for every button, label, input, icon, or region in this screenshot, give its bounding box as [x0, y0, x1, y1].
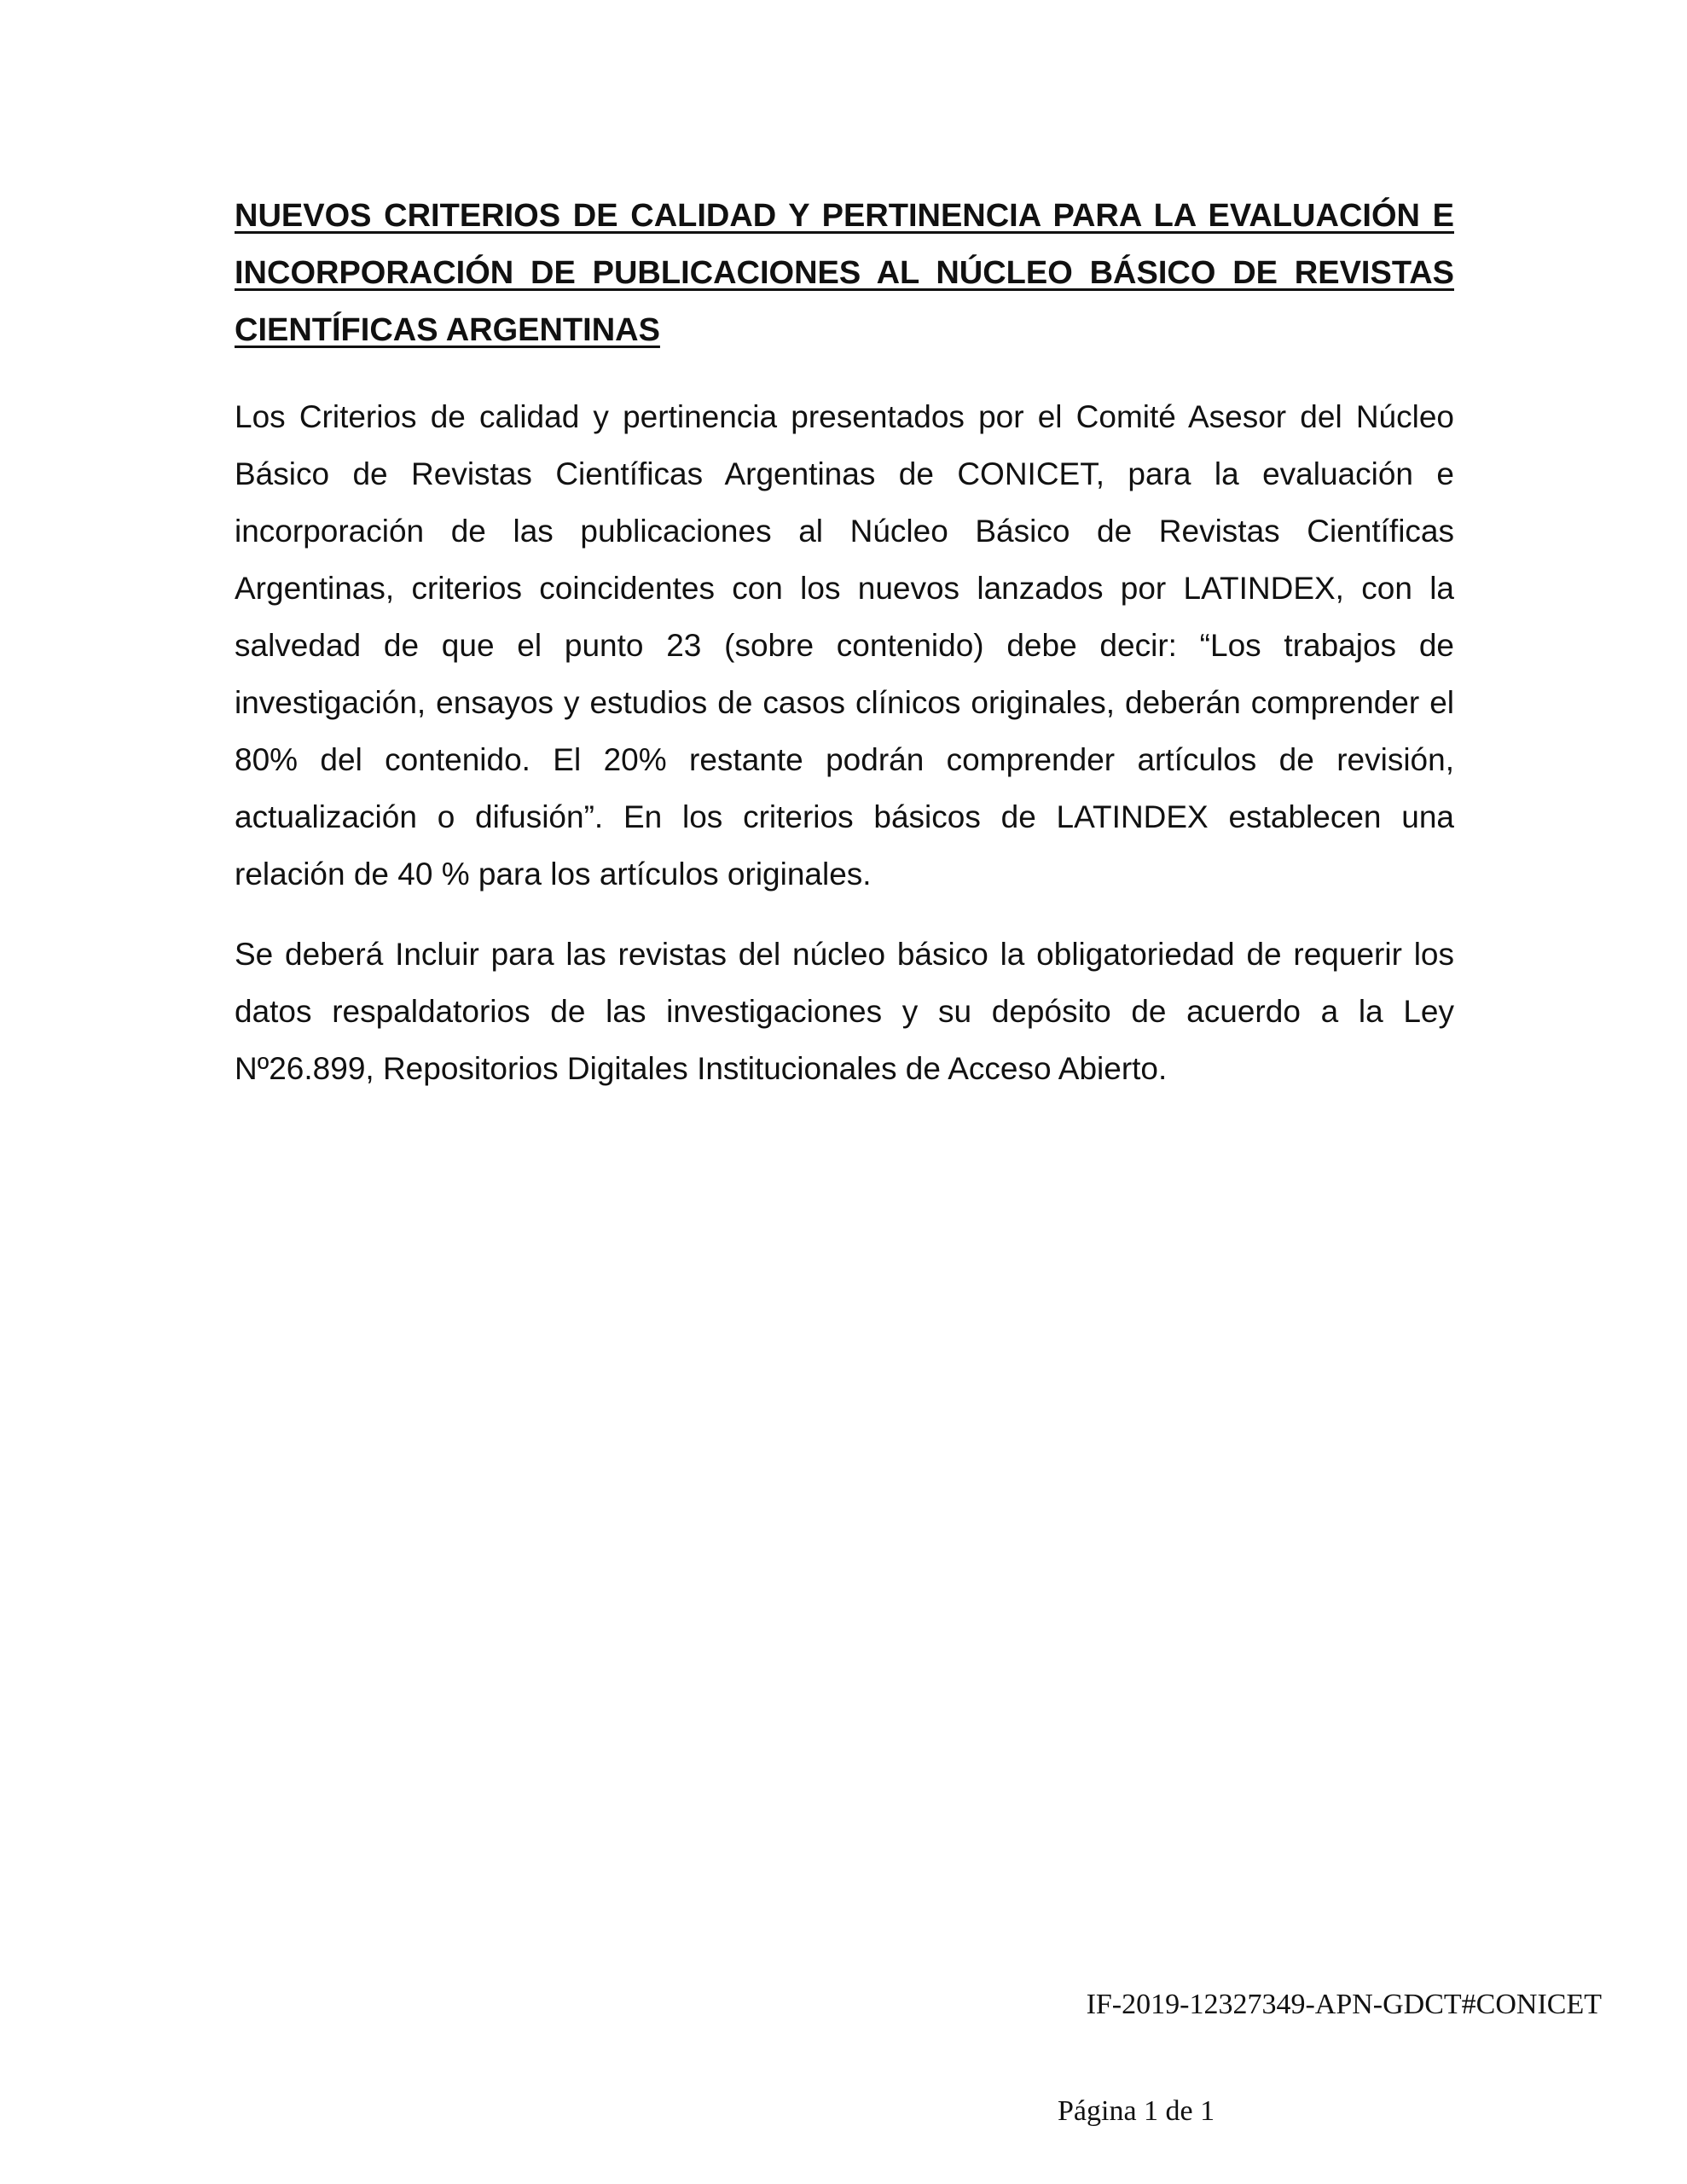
body-paragraph-repository-requirement: Se deberá Incluir para las revistas del núcleo básico la obligatoriedad de requerir los datos respaldatorios de las investigaciones y su depósito de acuerdo a la Ley Nº26.899, Repositorios Digitales Institucionales de Acceso Abierto.	[235, 937, 1454, 1086]
page-number: Página 1 de 1	[1058, 2095, 1215, 2127]
body-paragraph-criteria: Los Criterios de calidad y pertinencia presentados por el Comité Asesor del Núcleo Básico de Revistas Científicas Argentinas de CONICET, para la evaluación e incorporación de las publicaciones al Núcleo Básico de Revistas Científicas Argentinas, criterios coincidentes con los nuevos lanzados por LATINDEX, con la salvedad de que el punto 23 (sobre contenido) debe decir: “Los trabajos de investigación, ensayos y estudios de casos clínicos originales, deberán comprender el 80% del contenido. El 20% restante podrán comprender artículos de revisión, actualización o difusión”. En los criterios básicos de LATINDEX establecen una relación de 40 % para los artículos originales.	[235, 399, 1454, 892]
document-identifier: IF-2019-12327349-APN-GDCT#CONICET	[1086, 1989, 1602, 2020]
document-title: NUEVOS CRITERIOS DE CALIDAD Y PERTINENCIA PARA LA EVALUACIÓN E INCORPORACIÓN DE PUBLICACIONES AL NÚCLEO BÁSICO DE REVISTAS CIENTÍFICAS ARGENTINAS	[235, 198, 1454, 348]
